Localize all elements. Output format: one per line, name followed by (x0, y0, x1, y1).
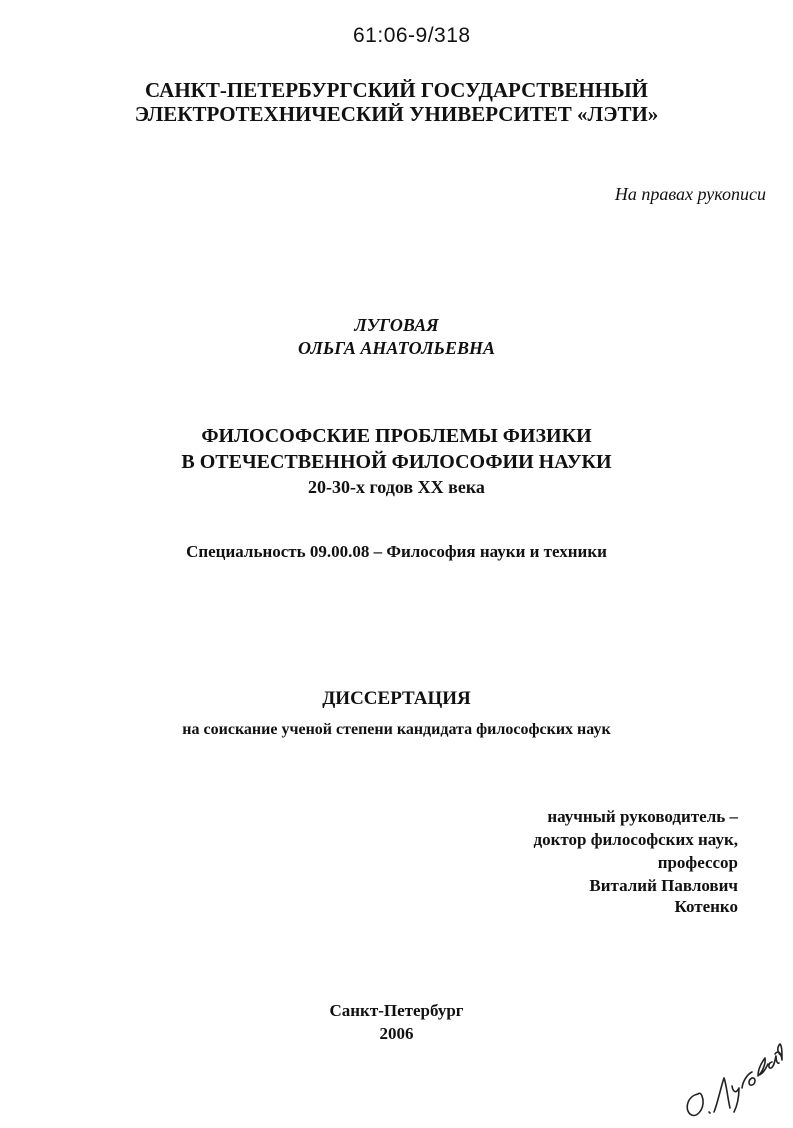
supervisor-surname: Котенко (674, 897, 738, 916)
manuscript-rights-note: На правах рукописи (614, 184, 766, 204)
degree-line: на соискание ученой степени кандидата философских наук (182, 721, 611, 738)
specialty-line: Специальность 09.00.08 – Философия науки и техники (186, 542, 607, 561)
city: Санкт-Петербург (329, 1001, 464, 1020)
author-surname: ЛУГОВАЯ (354, 315, 439, 335)
year: 2006 (379, 1024, 414, 1043)
dissertation-title-line-3: 20-30-х годов XX века (308, 477, 485, 497)
document-type-heading: ДИССЕРТАЦИЯ (322, 688, 471, 709)
university-name-line-2: ЭЛЕКТРОТЕХНИЧЕСКИЙ УНИВЕРСИТЕТ «ЛЭТИ» (134, 102, 659, 126)
university-name-line-1: САНКТ-ПЕТЕРБУРГСКИЙ ГОСУДАРСТВЕННЫЙ (145, 78, 648, 102)
handwritten-signature-icon (676, 1022, 786, 1122)
supervisor-role: научный руководитель – (547, 807, 738, 826)
supervisor-title: профессор (657, 853, 738, 872)
dissertation-title-line-2: В ОТЕЧЕСТВЕННОЙ ФИЛОСОФИИ НАУКИ (181, 451, 612, 473)
author-given-name: ОЛЬГА АНАТОЛЬЕВНА (298, 338, 495, 358)
supervisor-degree: доктор философских наук, (533, 830, 738, 849)
dissertation-title-line-1: ФИЛОСОФСКИЕ ПРОБЛЕМЫ ФИЗИКИ (201, 425, 592, 447)
supervisor-given-name: Виталий Павлович (589, 876, 738, 895)
document-code: 61:06-9/318 (353, 24, 471, 47)
